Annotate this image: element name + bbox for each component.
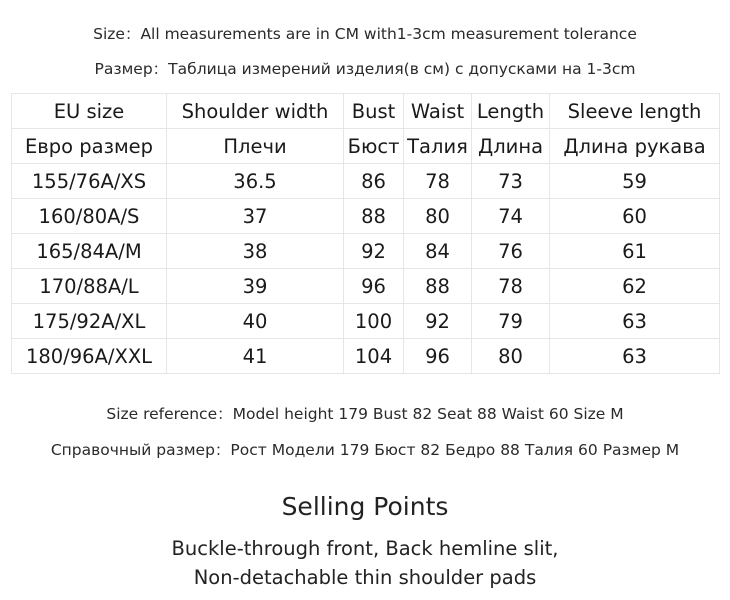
table-cell-length: 80 (472, 339, 550, 374)
table-cell-bust: 100 (344, 304, 404, 339)
table-cell-shoulder: 37 (167, 199, 344, 234)
table-cell-shoulder: 39 (167, 269, 344, 304)
table-cell-length: 79 (472, 304, 550, 339)
table-cell-sleeve: 60 (550, 199, 720, 234)
header-cell-bust: Bust (344, 94, 404, 129)
table-row (12, 304, 720, 339)
table-cell-length: 74 (472, 199, 550, 234)
table-cell-shoulder: 38 (167, 234, 344, 269)
header-cell-shoulder-width-ru: Плечи (167, 129, 344, 164)
header-cell-eu-size: EU size (12, 94, 167, 129)
table-header-row-english (12, 94, 720, 129)
table-cell-waist: 84 (404, 234, 472, 269)
table-cell-size: 175/92A/XL (12, 304, 167, 339)
table-row (12, 199, 720, 234)
table-cell-waist: 92 (404, 304, 472, 339)
table-cell-waist: 80 (404, 199, 472, 234)
table-cell-sleeve: 63 (550, 304, 720, 339)
table-header-row-russian (12, 129, 720, 164)
header-cell-sleeve-length-ru: Длина рукава (550, 129, 720, 164)
header-cell-waist-ru: Талия (404, 129, 472, 164)
table-row (12, 339, 720, 374)
table-cell-waist: 96 (404, 339, 472, 374)
table-cell-shoulder: 41 (167, 339, 344, 374)
table-cell-sleeve: 62 (550, 269, 720, 304)
size-note-english: Size：All measurements are in CM with1-3cm measurement tolerance (93, 25, 637, 43)
table-cell-bust: 104 (344, 339, 404, 374)
table-cell-waist: 88 (404, 269, 472, 304)
size-chart-table (11, 93, 720, 374)
table-row (12, 164, 720, 199)
table-cell-length: 78 (472, 269, 550, 304)
table-cell-size: 170/88A/L (12, 269, 167, 304)
table-cell-shoulder: 36.5 (167, 164, 344, 199)
selling-points-line-1: Buckle-through front, Back hemline slit, (171, 537, 559, 560)
size-reference-russian: Справочный размер：Рост Модели 179 Бюст 82 Бедро 88 Талия 60 Размер M (50, 441, 680, 459)
table-cell-length: 73 (472, 164, 550, 199)
size-reference-english: Size reference：Model height 179 Bust 82 Seat 88 Waist 60 Size M (106, 405, 624, 423)
table-cell-size: 180/96A/XXL (12, 339, 167, 374)
table-cell-sleeve: 63 (550, 339, 720, 374)
header-cell-length: Length (472, 94, 550, 129)
table-cell-sleeve: 61 (550, 234, 720, 269)
selling-points-title: Selling Points (281, 492, 449, 521)
selling-points-line-2: Non-detachable thin shoulder pads (193, 566, 537, 589)
table-cell-size: 160/80A/S (12, 199, 167, 234)
table-cell-shoulder: 40 (167, 304, 344, 339)
header-cell-bust-ru: Бюст (344, 129, 404, 164)
table-cell-bust: 86 (344, 164, 404, 199)
table-cell-waist: 78 (404, 164, 472, 199)
table-cell-size: 155/76A/XS (12, 164, 167, 199)
table-cell-sleeve: 59 (550, 164, 720, 199)
table-cell-length: 76 (472, 234, 550, 269)
table-cell-bust: 88 (344, 199, 404, 234)
table-cell-bust: 92 (344, 234, 404, 269)
table-row (12, 269, 720, 304)
table-row (12, 234, 720, 269)
header-cell-shoulder-width: Shoulder width (167, 94, 344, 129)
table-cell-size: 165/84A/M (12, 234, 167, 269)
size-note-russian: Размер：Таблица измерений изделия(в см) с допусками на 1-3cm (94, 60, 636, 78)
header-cell-sleeve-length: Sleeve length (550, 94, 720, 129)
header-cell-eu-size-ru: Евро размер (12, 129, 167, 164)
header-cell-waist: Waist (404, 94, 472, 129)
header-cell-length-ru: Длина (472, 129, 550, 164)
table-cell-bust: 96 (344, 269, 404, 304)
